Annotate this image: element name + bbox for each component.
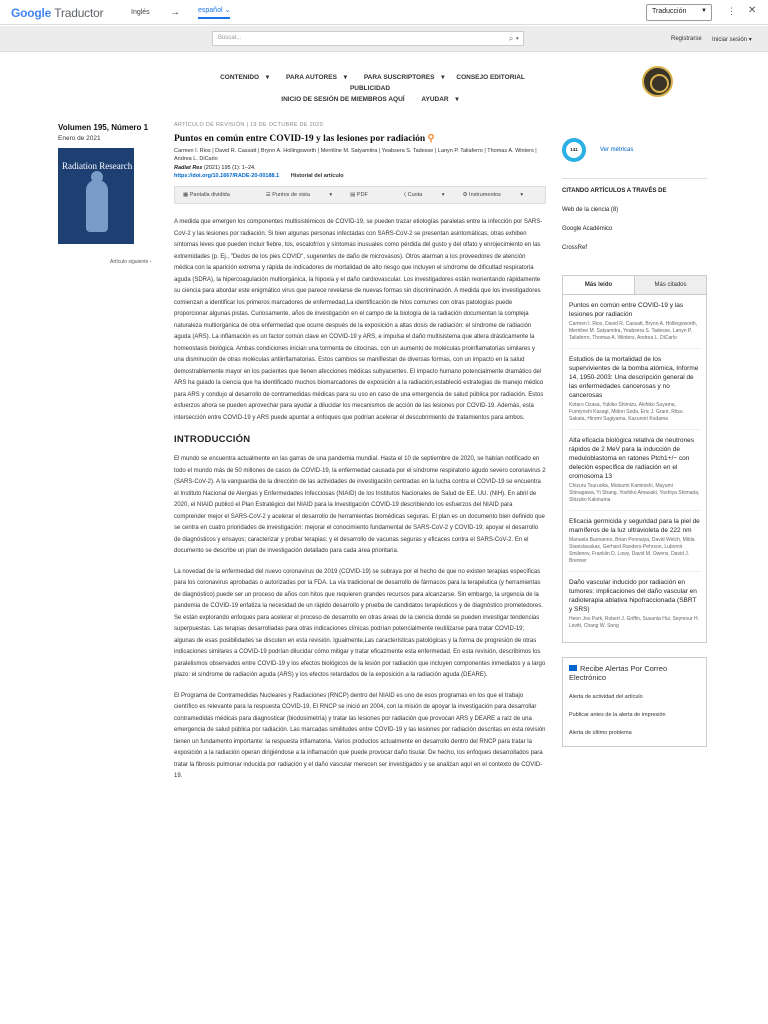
split-screen-label: Pantalla dividida <box>189 192 230 198</box>
next-article-link[interactable]: Artículo siguiente › <box>110 259 152 265</box>
close-icon[interactable]: ✕ <box>748 5 757 16</box>
issue-info <box>58 123 158 244</box>
metrics-row <box>562 130 707 170</box>
pdf-button[interactable]: ▤ PDF <box>350 192 368 198</box>
popular-tabs <box>562 275 707 295</box>
nav-item-member-login[interactable]: INICIO DE SESIÓN DE MIEMBROS AQUÍ <box>281 96 405 103</box>
journal-cover-image[interactable] <box>58 148 134 244</box>
logo-product: Traductor <box>54 6 104 20</box>
target-language-label: español <box>198 7 223 14</box>
article-citation <box>174 165 546 171</box>
body-paragraph: El mundo se encuentra actualmente en las garras de una pandemia mundial. Hasta el 10 de septiembre de 2020, se habían notificado en todo el mundo más de 50 millones de casos de COVID-19, la enfermedad causada por el síndrome respiratorio agudo severo coronavirus 2 (SARS-CoV-2). A la vanguardia de la dirección de las actividades de investigación centradas en la lucha contra el COVID-19 se encuentra el Instituto Nacional de Alergias y Enfermedades Infecciosas (NIAID) de los Institutos Nacionales de Salud de EE. UU. (NIH). En abril de 2020, el NIAID publicó el Plan Estratégico del NIAID para la Investigación COVID-19 describiendo los esfuerzos del NIAID para comprender mejor el SARS-CoV-2 y acelerar el desarrollo de herramientas biomédicas seguras. El plan es un documento bien definido que se centra en cuatro prioridades de investigación: mejorar el conocimiento fundamental de SARS-CoV-2 y COVID-19; apoyar el desarrollo de diagnósticos y ensayos; caracterizar y probar terapias; y el desarrollo de vacunas seguras y eficaces contra el SARS-CoV-2. En el documento se describe un plan de investigación detallado para cada área prioritaria. <box>174 456 546 554</box>
nav-row-2 <box>200 94 540 105</box>
tools-button[interactable]: ⚙ Instrumentos ▾ <box>462 192 524 198</box>
dropdown-caret-icon: ▼ <box>701 8 707 14</box>
nav-item-label: CONTENIDO <box>220 74 260 81</box>
email-alerts-box <box>562 657 707 747</box>
email-icon <box>569 665 577 671</box>
nav-item-para-autores[interactable]: PARA AUTORES ▾ <box>286 74 347 81</box>
translate-bar <box>0 0 768 25</box>
most-read-authors: Heon Joo Park, Robert J. Griffin, Susanta Hui, Seymour H. Levitt, Chang W. Song <box>569 616 699 629</box>
sign-in-label: Iniciar sesión <box>712 37 748 43</box>
nav-item-publicidad[interactable]: PUBLICIDAD <box>349 85 391 92</box>
most-read-authors: Kotaro Ozasa, Yukiko Shimizu, Akihiko Suyama, Fumiyoshi Kasagi, Midori Soda, Eric J. Grant, Ritsu Sakata, Hiromi Sugiyama, Kazunori Kodama <box>569 402 683 422</box>
article-title <box>174 133 546 144</box>
right-sidebar <box>562 130 707 747</box>
issue-date: Enero de 2021 <box>58 135 101 142</box>
citation-details: (2021) 195 (1): 1–24. <box>202 165 256 171</box>
nav-item-ayudar[interactable]: AYUDAR ▾ <box>421 96 459 103</box>
society-seal-logo[interactable] <box>642 66 673 97</box>
views-label: Puntos de vista <box>272 192 310 198</box>
alert-latest-issue[interactable]: Alerta de último problema <box>569 730 632 736</box>
most-read-list <box>562 295 707 643</box>
most-read-title[interactable]: Puntos en común entre COVID-19 y las lesiones por radiación <box>569 302 684 318</box>
logo-google: Google <box>11 6 52 20</box>
google-translate-logo[interactable] <box>11 6 103 20</box>
search-input[interactable] <box>212 31 524 46</box>
citing-articles-box <box>562 178 707 251</box>
list-item <box>569 436 700 511</box>
share-button[interactable]: ⟨ Cuota ▾ <box>403 192 445 198</box>
list-item <box>569 355 700 430</box>
nav-item-contenido[interactable]: CONTENIDO ▾ <box>220 74 270 81</box>
search-placeholder: Buscar... <box>218 35 242 41</box>
cover-title: Radiation Research <box>62 161 133 171</box>
list-item <box>569 301 700 349</box>
citing-google-scholar[interactable]: Google Académico <box>562 226 613 232</box>
nav-row-1 <box>200 72 540 94</box>
pdf-label: PDF <box>356 192 368 198</box>
view-metrics-link[interactable]: Ver métricas <box>600 147 634 153</box>
translation-mode-select[interactable] <box>646 4 712 21</box>
alert-publish-ahead[interactable]: Publicar antes de la alerta de impresión <box>569 712 666 718</box>
next-article-label: Artículo siguiente <box>110 259 149 265</box>
article-title-text: Puntos en común entre COVID-19 y las lesiones por radiación <box>174 134 426 144</box>
nav-item-para-suscriptores[interactable]: PARA SUSCRIPTORES ▾ <box>363 74 445 81</box>
tools-label: Instrumentos <box>469 192 501 198</box>
sign-in-link[interactable] <box>712 36 752 43</box>
doi-link[interactable]: https://doi.org/10.1667/RADE-20-00188.1 <box>174 173 280 179</box>
doi-row <box>174 173 546 179</box>
issue-volume[interactable]: Volumen 195, Número 1 <box>58 123 149 132</box>
most-read-title[interactable]: Alta eficacia biológica relativa de neutrones rápidos de 2 MeV para la inducción de meduloblastoma en ratones Ptch1+/− con deleción específica de radiación en el cromosoma 13 <box>569 437 695 480</box>
alert-article-activity[interactable]: Alerta de actividad del artículo <box>569 694 643 700</box>
views-button[interactable]: ☰ Puntos de vista ▾ <box>265 192 333 198</box>
list-item <box>569 517 700 572</box>
article-authors[interactable]: Carmen I. Rios | David R. Cassatt | Brynn A. Hollingsworth | Merriline M. Satyamitra | Yeabsera S. Tadesse | Lanyn P. Taliaferro | Thomas A. Winters | Andrea L. DiCarlo <box>174 148 537 162</box>
nav-item-label: PARA AUTORES <box>286 74 337 81</box>
tab-most-cited[interactable]: Más citados <box>635 276 706 294</box>
more-options-icon[interactable]: ⋮ <box>727 6 736 16</box>
main-nav <box>200 72 540 105</box>
search-icon[interactable]: ⌕ ▾ <box>508 34 519 43</box>
article-toolbar <box>174 186 546 204</box>
most-read-title[interactable]: Eficacia germicida y seguridad para la piel de mamíferos de la luz ultravioleta de 222 nm <box>569 518 700 534</box>
most-read-authors: Manuela Buonanno, Brian Ponnaiya, David Welch, Milda Stanislauskas, Gerhard Randers-Pehrson, Lubomir Smilenov, Franklin D. Lowy, David M. Owens, David J. Brenner <box>569 537 695 564</box>
nav-item-label: AYUDAR <box>421 96 449 103</box>
citing-heading: CITANDO ARTÍCULOS A TRAVÉS DE <box>562 188 667 194</box>
most-read-authors: Chizuru Tsuruoka, Mutsumi Kaminishi, Mayumi Shinagawa, Yi Shang, Yoshiko Amasaki, Yoshiya Shimada, Shizuko Kakinuma <box>569 483 700 503</box>
cover-figure <box>86 180 108 232</box>
most-read-title[interactable]: Estudios de la mortalidad de los supervivientes de la bomba atómica, Informe 14, 1950-2003: Una descripción general de las enfermedades cancerosas y no cancerosas <box>569 356 699 399</box>
chevron-down-icon: ▾ <box>748 37 752 43</box>
chevron-down-icon: ⌄ <box>224 7 231 14</box>
body-paragraph: La novedad de la enfermedad del nuevo coronavirus de 2019 (COVID-19) se subraya por el hecho de que no existen terapias específicas para los coronavirus aprobadas o autorizadas por la FDA. La vía tradicional de desarrollo de fármacos para la terapéutica (y herramientas de diagnóstico) puede ser un proceso de años con hitos que requieren grandes recursos para alcanzarse. Sin embargo, la urgencia de la pandemia de COVID-19 enfatiza la necesidad de un rápido desarrollo y prueba de candidatos terapéuticos y de diagnóstico prometedores. Se están explorando enfoques para acelerar el proceso de desarrollo en otras áreas de la ciencia donde se pueden investigar tendencias superpuestas. Las terapias desarrolladas para otras indicaciones clínicas podrían potencialmente reutilizarse para tratar COVID-19; algunas de esas posibilidades se discuten en esta revisión. Igualmente,Las características patológicas y la forma de progresión de otras indicaciones similares a COVID-19 podrían dilucidar cómo mitigar y tratar eficazmente esta enfermedad. En esta revisión, describimos los paralelismos observados entre COVID-19 y los efectos biológicos de la lesión por radiación que incluyen componentes inmediatos y a largo plazo: el síndrome de radiación aguda (ARS) y los efectos retardados de la exposición a la radiación aguda (DEARE). <box>174 568 546 678</box>
nav-item-label: PARA SUSCRIPTORES <box>363 74 435 81</box>
translation-mode-value: Traducción <box>652 8 687 15</box>
list-item <box>569 578 700 636</box>
site-search-bar <box>0 26 768 52</box>
source-language[interactable]: Inglés <box>131 9 150 16</box>
article-abstract: A medida que emergen los componentes multisistémicos de COVID-19, se pueden trazar etiologías paralelas entre la infección por SARS-CoV-2 y las lesiones por radiación. Si bien algunas personas infectadas con SARS-CoV-2 se presentan asintomáticas, otras exhiben síntomas leves que pueden incluir fiebre, tos, escalofríos y síntomas inusuales como pérdida del gusto y del olfato y enrojecimiento en las extremidades (p. Ej., "Dedos de los pies COVID", sugerentes de daño de microvasos). Otros alarman a los proveedores de atención médica con la aparición extrema y rápida de indicadores de mortalidad de alto riesgo que incluyen el síndrome de dificultad respiratoria aguda (SDRA), la hipercoagulación multiorgánica, la hipoxia y el daño cardiovascular. Los investigadores están reorientando rápidamente su ciencia para abordar este enigmático virus que parece revelarse de nuevas formas sin discriminación. A medida que los investigadores comienzan a identificar los primeros marcadores de enfermedad,La identificación de hilos comunes con otras patologías puede proporcionar algunas pistas. Curiosamente, años de investigación en el campo de la biología de la radiación documentan la compleja naturaleza multiorgánica de otra enfermedad que ocurre después de la exposición a altas dosis de radiación: el síndrome de radiación aguda (ARS). La inflamación es un factor común clave en COVID-19 y ARS, e impulsa el daño multisistema que altera drásticamente la homeostasis biológica. Ambas condiciones inician una tormenta de citocinas, con un aumento de moléculas proinflamatorias similares y una disminución de otras moléculas antiinflamatorias. Estos cambios se manifiestan de diversas formas, con un impacto en la salud demostrablemente mayor en los pacientes que tienen afecciones médicas subyacentes. El impacto humano potencialmente dramático del ARS ha guiado la ciencia que ha identificado muchos biomarcadores de exposición a la radiación,estableció estrategias de manejo médico para ARS y condujo al desarrollo de contramedidas médicas para su uso en caso de una emergencia de salud pública por radiación. Estos esfuerzos ahora se pueden aprovechar para ayudar a dilucidar los mecanismos de acción de las lesiones por COVID-19. Además, esta intersección entre COVID-19 y ARS puede apuntar a enfoques que podrían acelerar el descubrimiento de tratamientos para ambos. <box>174 219 544 421</box>
target-language[interactable] <box>198 6 230 19</box>
nav-item-consejo-editorial[interactable]: CONSEJO EDITORIAL <box>456 74 525 81</box>
article-main <box>174 122 546 792</box>
article-history-link[interactable]: Historial del artículo <box>290 173 344 179</box>
body-paragraph: El Programa de Contramedidas Nucleares y Radiaciones (RNCP) dentro del NIAID es uno de esos programas en los que el trabajo científico es relevante para la respuesta COVID-19. El RNCP se inició en 2004, con la misión de apoyar la investigación para desarrollar contramedidas médicas para diagnosticar (biodosimetría) y tratar las lesiones por radiación que provocan ARS y DEARE a raíz de una emergencia de salud pública por radiación. Las marcadas similitudes entre COVID-19 y las lesiones por radiación descritas en esta revisión tienen un fundamento importante: la respuesta inflamatoria. Varios productos actualmente en desarrollo dentro del RNCP para tratar la exposición a la radiación operan dirigiéndose a la inflamación que puede provocar daño tisular. De hecho, los enfoques desarrollados para tratar la fibrosis pulmonar inducida por radiación y el daño vascular merecen ser investigados y se analizan aquí en el contexto de COVID-19. <box>174 692 546 779</box>
split-screen-button[interactable]: ▦ Pantalla dividida <box>183 192 230 198</box>
share-label: Cuota <box>407 192 423 198</box>
citing-web-of-science[interactable]: Web de la ciencia (8) <box>562 207 619 213</box>
intro-heading: INTRODUCCIÓN <box>174 434 251 445</box>
alerts-heading <box>569 664 700 682</box>
article-kicker: ARTÍCULO DE REVISIÓN | 19 DE OCTUBRE DE 2020 <box>174 122 324 128</box>
most-read-authors: Carmen I. Rios, David R. Cassatt, Brynn A. Hollingsworth, Merriline M. Satyamitra, Yeabsera S. Tadesse, Lanyn P. Taliaferro, Thomas A. Winters, Andrea L. DiCarlo <box>569 321 698 341</box>
tab-most-read[interactable]: Más leído <box>563 276 635 294</box>
altmetric-badge[interactable]: 141 <box>562 138 586 162</box>
citation-journal: Radiat Res <box>174 165 203 171</box>
citing-crossref[interactable]: CrossRef <box>562 245 588 251</box>
swap-arrow-icon[interactable]: → <box>170 7 180 18</box>
register-link[interactable]: Registrarse <box>671 36 702 42</box>
open-access-icon: ⚲ <box>427 134 435 144</box>
alerts-heading-text: Recibe Alertas Por Correo Electrónico <box>569 664 668 682</box>
most-read-title[interactable]: Daño vascular inducido por radiación en tumores: implicaciones del daño vascular en radioterapia ablativa hipofraccionada (SBRT y SRS) <box>569 579 697 613</box>
